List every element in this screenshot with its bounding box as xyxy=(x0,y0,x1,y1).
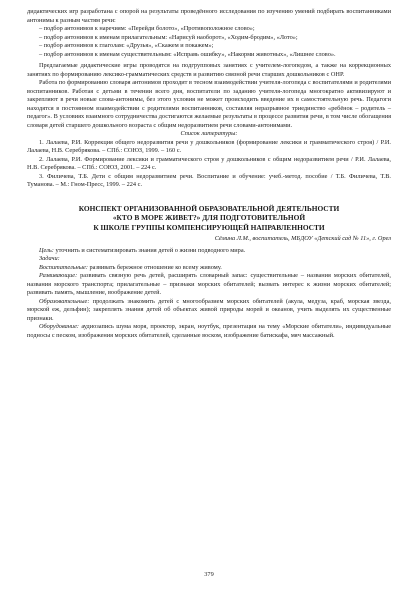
reference-item: 3. Филичева, Т.Б. Дети с общим недоразвитием речи. Воспитание и обучение: учеб.-метод. пособие / Т.Б. Филичева, Т.В. Туманова. – М.: Гном-Пресс, 1999. – 224 с. xyxy=(27,172,391,188)
intro-paragraph: дидактических игр разработана с опорой на результаты проведённого исследования по изучению умений подбирать воспитанниками антонимы к разным частям речи: xyxy=(27,8,391,24)
educational-label: Воспитательные: xyxy=(39,263,88,271)
article-heading-line: КОНСПЕКТ ОРГАНИЗОВАННОЙ ОБРАЗОВАТЕЛЬНОЙ ДЕЯТЕЛЬНОСТИ xyxy=(78,203,340,213)
article-heading-line: «КТО В МОРЕ ЖИВЕТ?» ДЛЯ ПОДГОТОВИТЕЛЬНОЙ xyxy=(112,213,306,223)
teaching-label: Образовательные: xyxy=(39,297,90,305)
developing-label: Развивающие: xyxy=(39,272,78,280)
article-heading-line: К ШКОЛЕ ГРУППЫ КОМПЕНСИРУЮЩЕЙ НАПРАВЛЕННОСТИ xyxy=(93,222,325,232)
teaching-task xyxy=(27,298,391,324)
list-item: – подбор антонимов к наречиям: «Перейди болото», «Противоположное слово»; xyxy=(39,25,255,32)
educational-text: развивать бережное отношение ко всему живому. xyxy=(87,263,222,271)
author-line: Сёмина Л.М., воспитатель, МБДОУ «Детский сад № 11», г. Орел xyxy=(214,235,391,243)
references-title: Список литературы: xyxy=(180,130,238,137)
list-item: – подбор антонимов к глаголам: «Друзья», «Скажем и покажем»; xyxy=(39,42,214,49)
paragraph-games: Предлагаемые дидактические игры проводятся на подгрупповых занятиях с учителем-логопедом, а также на коррекционных занятиях по формированию лексико-грамматических средств и развитию связной речи старших дошкольников с ОНР. xyxy=(27,62,391,78)
reference-item: 2. Лалаева, Р.И. Формирование лексики и грамматического строя у дошкольников с общим недоразвитием речи / Р.И. Лалаева, Н.В. Серебрякова. – СПб.: СОЮЗ, 2001. – 224 с. xyxy=(27,155,391,171)
paragraph-cooperation: Работа по формированию словаря антонимов проходит в тесном взаимодействии учителя-логопеда с воспитателями и родителями воспитанников. Работая с детьми в течении всего дня, воспитатели по заданию учителя-логопеда многократно активизируют и закрепляют в речи новые слова-антонимы, без этого условия не может происходить введение их в самостоятельную речь. Педагоги находятся в постоянном взаимодействии с родителями воспитанников, составляя неразрывное триединство «ребёнок – родитель – педагог». В условиях взаимного сотрудничества достигаются желаемые результаты в процессе развития речи, в том числе обогащения словаря детей старшего дошкольного возраста с общим недоразвитием речи словами-антонимами. xyxy=(27,79,391,129)
developing-task xyxy=(27,272,391,298)
educational-task xyxy=(27,264,391,273)
tasks-label: Задачи: xyxy=(39,255,60,263)
equipment-label: Оборудование: xyxy=(39,323,79,331)
goal-line xyxy=(27,247,391,256)
list-item: – подбор антонимов к именам существительным: «Исправь ошибку», «Накорми животных», «Лишнее слово». xyxy=(39,50,336,58)
page-number: 379 xyxy=(204,571,214,578)
equipment-line xyxy=(27,323,391,340)
goal-text: уточнить и систематизировать знания детей о жизни подводного мира. xyxy=(53,246,246,254)
equipment-text: аудиозапись шума моря, проектор, экран, ноутбук, презентация на тему «Морские обитатели», индивидуальные подносы с песком, изображения морских обитателей, сделанные воском, изображение батискафа, мяч массажный. xyxy=(27,323,391,339)
developing-text: развивать связную речь детей, расширять словарный запас: существительные – названия морских обитателей, названия морского транспорта; прилагательные – признаки морских обитателей; вызвать интерес к жизни морских обитателей; развивать память, мышление, воображение детей. xyxy=(27,272,391,297)
reference-item: 1. Лалаева, Р.И. Коррекция общего недоразвития речи у дошкольников (формирование лексики и грамматического строя) / Р.И. Лалаева, Н.В. Серебрякова. – СПб.: СОЮЗ, 1999. – 160 с. xyxy=(27,138,391,154)
goal-label: Цель: xyxy=(39,246,54,254)
list-item: – подбор антонимов к именам прилагательным: «Нарисуй наоборот», «Ходим-бродим», «Лото»; xyxy=(39,33,298,41)
teaching-text: продолжать знакомить детей с многообразием морских обитателей (акула, медуза, краб, морская звезда, морской еж, дельфин); закреплять знания детей об объектах живой природы морей и океанов, учить выделять их существенные признаки. xyxy=(27,297,391,322)
